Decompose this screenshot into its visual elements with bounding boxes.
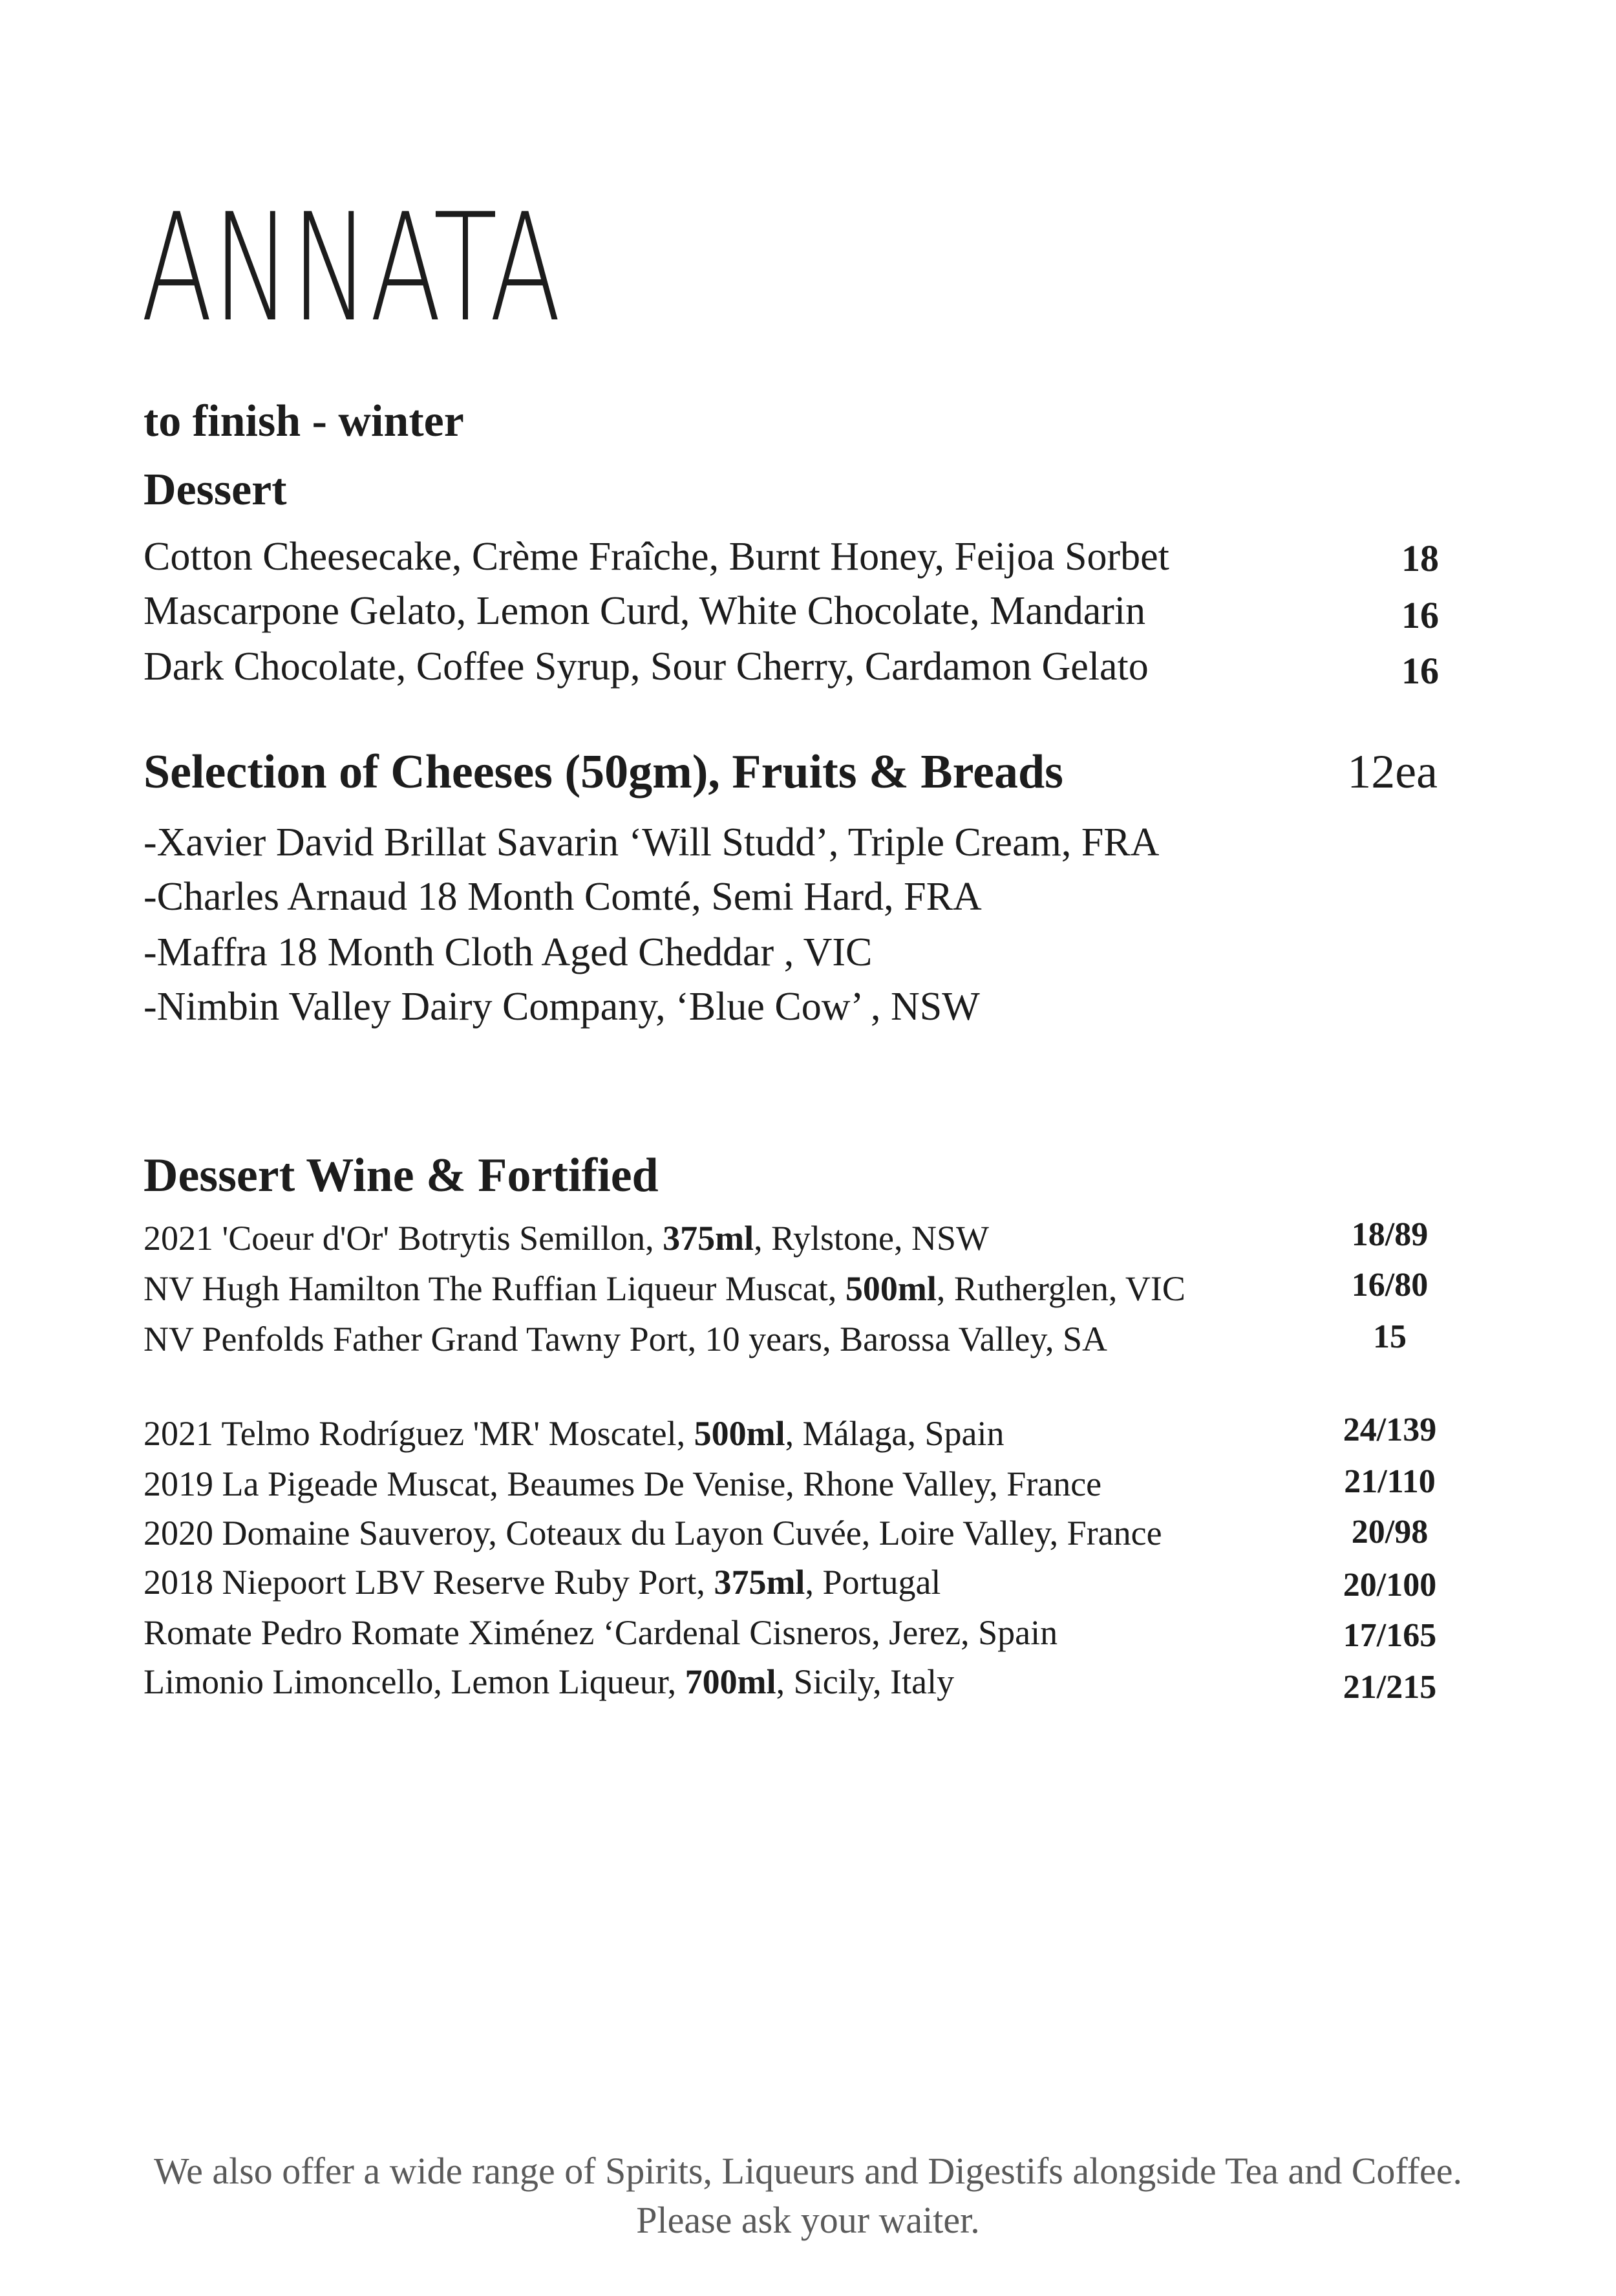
- dessert-item: [144, 588, 1439, 636]
- cheese-item: -Charles Arnaud 18 Month Comté, Semi Hard, FRA: [144, 875, 982, 919]
- dessert-item: [144, 534, 1439, 580]
- wine-item-price: 20/100: [1343, 1567, 1437, 1604]
- wine-item-name: Limonio Limoncello, Lemon Liqueur,: [144, 1662, 685, 1701]
- annata-logo: [141, 182, 561, 355]
- dessert-item-price: 18: [1401, 537, 1439, 579]
- wine-item-region: , Rylstone, NSW: [754, 1219, 990, 1258]
- cheese-item: -Nimbin Valley Dairy Company, ‘Blue Cow’ , NSW: [144, 985, 980, 1029]
- dessert-item: [144, 644, 1439, 692]
- wine-item-price: 21/110: [1344, 1463, 1436, 1500]
- dessert-item-name: Dark Chocolate, Coffee Syrup, Sour Cherry, Cardamon Gelato: [144, 645, 1149, 689]
- wine-item-region: , Málaga, Spain: [785, 1414, 1005, 1453]
- dessert-heading: Dessert: [144, 465, 287, 515]
- menu-subtitle: to finish - winter: [144, 396, 464, 446]
- wine-item-size: 375ml: [663, 1219, 754, 1258]
- wine-item-size: 500ml: [694, 1414, 785, 1453]
- wine-item: [144, 1513, 1429, 1553]
- wine-heading: Dessert Wine & Fortified: [144, 1149, 659, 1202]
- wine-item: [144, 1216, 1429, 1258]
- cheese-item: -Xavier David Brillat Savarin ‘Will Studd’, Triple Cream, FRA: [144, 821, 1160, 864]
- wine-item-size: 500ml: [845, 1269, 937, 1308]
- logo-text: ANNATA: [141, 182, 561, 355]
- wine-item-price: 16/80: [1351, 1267, 1429, 1304]
- wine-item-name: 2019 La Pigeade Muscat, Beaumes De Venise, Rhone Valley, France: [144, 1465, 1102, 1503]
- wine-item-price: 21/215: [1343, 1669, 1437, 1706]
- wine-item-price: 18/89: [1351, 1216, 1429, 1253]
- wine-item: [144, 1562, 1437, 1604]
- wine-item-name: 2018 Niepoort LBV Reserve Ruby Port,: [144, 1563, 714, 1602]
- wine-item-name: NV Penfolds Father Grand Tawny Port, 10 years, Barossa Valley, SA: [144, 1320, 1108, 1358]
- wine-item-price: 20/98: [1351, 1514, 1429, 1550]
- dessert-item-price: 16: [1401, 650, 1439, 692]
- wine-item-region: , Portugal: [805, 1563, 941, 1602]
- wine-item: [144, 1613, 1437, 1654]
- wine-item: [144, 1662, 1437, 1706]
- footer-note: We also offer a wide range of Spirits, Liqueurs and Digestifs alongside Tea and Coffee.: [154, 2150, 1462, 2192]
- wine-item-price: 15: [1373, 1318, 1407, 1355]
- footer-note-2: Please ask your waiter.: [636, 2199, 980, 2241]
- wine-item: [144, 1267, 1429, 1309]
- wine-item-region: , Rutherglen, VIC: [936, 1269, 1185, 1308]
- dessert-item-price: 16: [1401, 594, 1439, 636]
- wine-item-name: 2021 'Coeur d'Or' Botrytis Semillon,: [144, 1219, 663, 1258]
- cheese-item: -Maffra 18 Month Cloth Aged Cheddar , VIC: [144, 930, 873, 974]
- cheese-heading: Selection of Cheeses (50gm), Fruits & Breads: [144, 746, 1063, 799]
- dessert-item-name: Mascarpone Gelato, Lemon Curd, White Chocolate, Mandarin: [144, 589, 1146, 633]
- wine-item-price: 24/139: [1343, 1411, 1437, 1448]
- wine-item-name: 2020 Domaine Sauveroy, Coteaux du Layon Cuvée, Loire Valley, France: [144, 1514, 1162, 1552]
- wine-item: [144, 1463, 1436, 1504]
- wine-item-name: NV Hugh Hamilton The Ruffian Liqueur Muscat,: [144, 1269, 845, 1308]
- wine-item-name: 2021 Telmo Rodríguez 'MR' Moscatel,: [144, 1414, 694, 1453]
- wine-item-size: 700ml: [685, 1662, 776, 1701]
- wine-item: [144, 1411, 1437, 1454]
- wine-item-name: Romate Pedro Romate Ximénez ‘Cardenal Cisneros, Jerez, Spain: [144, 1613, 1058, 1652]
- wine-item: [144, 1318, 1407, 1359]
- wine-item-region: , Sicily, Italy: [776, 1662, 955, 1701]
- cheese-price: 12ea: [1347, 746, 1438, 799]
- wine-item-size: 375ml: [714, 1563, 805, 1602]
- wine-item-price: 17/165: [1343, 1617, 1437, 1654]
- dessert-item-name: Cotton Cheesecake, Crème Fraîche, Burnt Honey, Feijoa Sorbet: [144, 535, 1169, 579]
